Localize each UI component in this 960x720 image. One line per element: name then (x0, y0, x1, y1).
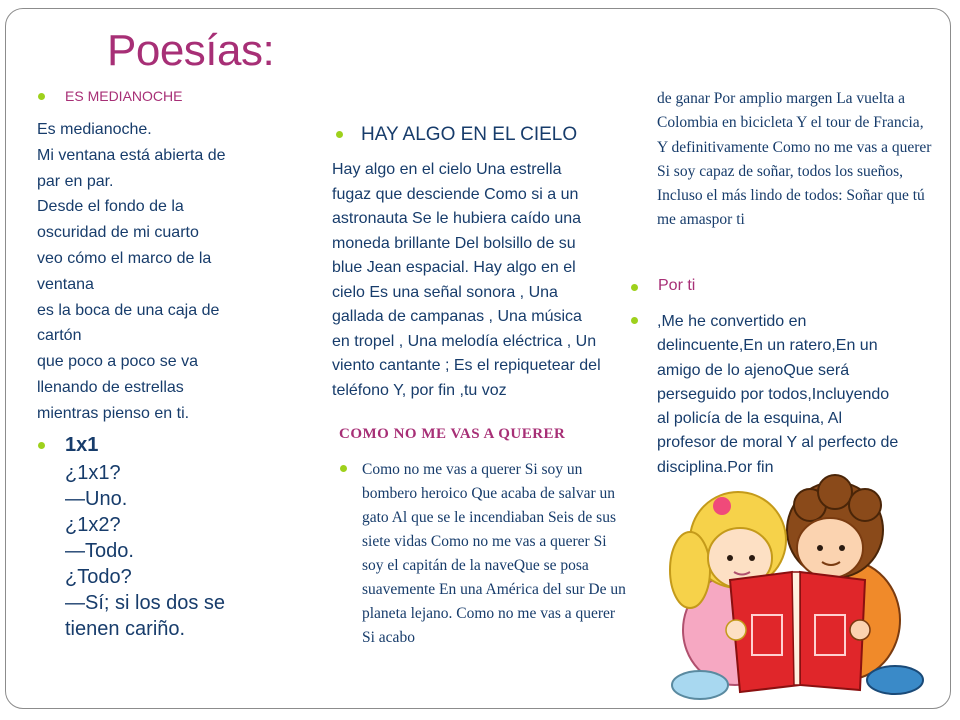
bullet-icon (38, 442, 45, 449)
poem-title-es-medianoche: ES MEDIANOCHE (65, 88, 183, 104)
children-reading-illustration (660, 470, 940, 710)
poem-title-por-ti: Por ti (658, 277, 696, 294)
poem-body-por-ti: ,Me he convertido en delincuente,En un ratero,En un amigo de lo ajenoQue será perseguido por todos,Incluyendo al policía de la esquina, Al profesor de moral Y al perfecto de disciplina.Por fin (657, 313, 899, 476)
poem-body-es-medianoche: Es medianoche. Mi ventana está abierta de par en par. Desde el fondo de la oscuridad de mi cuarto veo cómo el marco de la ventana es la boca de una caja de cartón que poco a poco se va llenando de estrellas mientras pienso en ti. (37, 121, 226, 422)
bullet-icon (336, 131, 343, 138)
bullet-icon (631, 317, 638, 324)
poem-title-1x1: 1x1 (65, 434, 99, 456)
poem-body-como-no: Como no me vas a querer Si soy un bombero heroico Que acaba de salvar un gato Al que se le incendiaban Seis de sus siete vidas Como no me vas a querer Si soy el capitán de la naveQue se posa suavemente En una América del sur De un planeta lejano. Como no me vas a querer Si acabo (362, 461, 626, 646)
bullet-icon (631, 284, 638, 291)
poem-body-como-no-continued: de ganar Por amplio margen La vuelta a Colombia en bicicleta Y el tour de Francia, Y definitivamente Como no me vas a querer Si soy capaz de soñar, todos los sueños, Incluso el más lindo de todos: Soñar que tú me amaspor ti (657, 90, 932, 229)
poem-body-hay-algo: Hay algo en el cielo Una estrella fugaz que desciende Como si a un astronauta Se le hubiera caído una moneda brillante Del bolsillo de su blue Jean espacial. Hay algo en el cielo Es una señal sonora , Una gallada de campanas , Una música en tropel , Una melodía eléctrica , Un viento cantante ; Es el repiquetear del teléfono Y, por fin ,tu voz (332, 161, 601, 399)
poem-title-hay-algo: HAY ALGO EN EL CIELO (361, 124, 578, 145)
poem-body-1x1: ¿1x1? —Uno. ¿1x2? —Todo. ¿Todo? —Sí; si los dos se tienen cariño. (65, 462, 226, 640)
poem-title-como-no: COMO NO ME VAS A QUERER (339, 426, 566, 442)
bullet-icon (340, 465, 347, 472)
bullet-icon (38, 93, 45, 100)
page-title: Poesías: (107, 26, 275, 75)
